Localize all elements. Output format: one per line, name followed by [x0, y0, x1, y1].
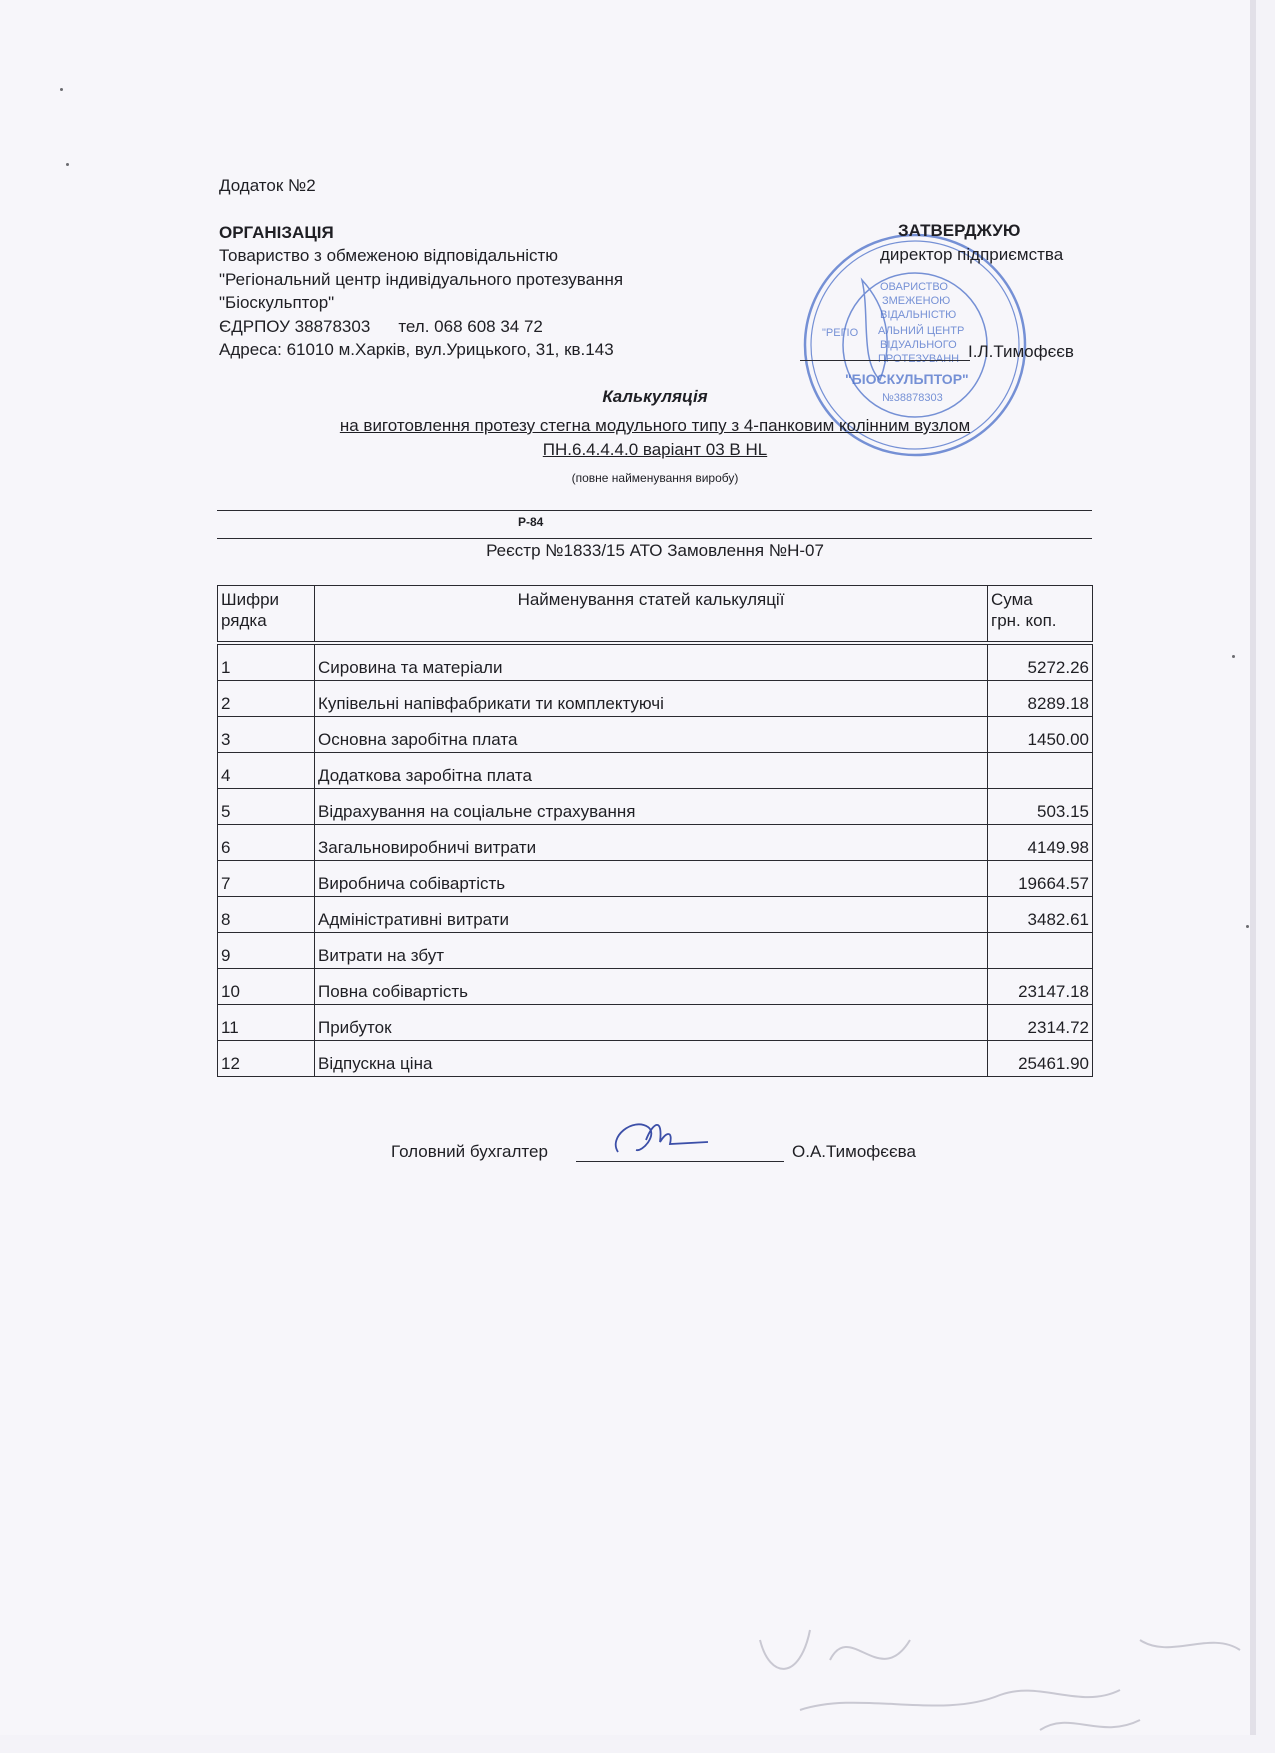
stamp-text: АЛЬНИЙ ЦЕНТР — [878, 325, 965, 337]
row-code: 3 — [218, 717, 315, 753]
row-sum: 3482.61 — [988, 897, 1093, 933]
accountant-label: Головний бухгалтер — [391, 1142, 548, 1161]
director-signature-line — [800, 360, 970, 361]
speck — [1232, 655, 1235, 658]
row-sum: 8289.18 — [988, 681, 1093, 717]
calculation-subtitle-text: на виготовлення протезу стегна модульного типу з 4-панковим колінним вузлом — [339, 416, 971, 435]
row-sum: 503.15 — [988, 789, 1093, 825]
row-code: 6 — [218, 825, 315, 861]
row-sum — [988, 753, 1093, 789]
divider-line — [217, 538, 1092, 539]
organization-line: "Біоскульптор" — [219, 293, 335, 312]
register-line: Реєстр №1833/15 АТО Замовлення №Н-07 — [486, 541, 824, 560]
appendix-label: Додаток №2 — [219, 176, 316, 195]
table-row — [218, 1005, 1093, 1041]
row-sum: 1450.00 — [988, 717, 1093, 753]
row-sum: 25461.90 — [988, 1041, 1093, 1077]
row-name: Загальновиробничі витрати — [315, 825, 988, 861]
stamp-text: ВІДУАЛЬНОГО — [880, 339, 957, 351]
organization-ids — [219, 315, 623, 339]
stamp-text: ОВАРИСТВО — [880, 281, 948, 293]
row-sum: 19664.57 — [988, 861, 1093, 897]
row-name: Адміністративні витрати — [315, 897, 988, 933]
row-code: 11 — [218, 1005, 315, 1041]
header-name: Найменування статей калькуляції — [315, 586, 988, 644]
product-code-text: ПН.6.4.4.4.0 варіант 03 В НL — [542, 440, 768, 459]
row-name: Прибуток — [315, 1005, 988, 1041]
row-code: 8 — [218, 897, 315, 933]
table-row — [218, 789, 1093, 825]
speck — [60, 88, 63, 91]
row-sum: 4149.98 — [988, 825, 1093, 861]
director-title: директор підприємства — [880, 245, 1064, 264]
row-name: Витрати на збут — [315, 933, 988, 969]
calculation-title: Калькуляція — [602, 387, 708, 406]
speck — [66, 163, 69, 166]
speck — [1246, 925, 1249, 928]
row-code: 2 — [218, 681, 315, 717]
table-row — [218, 681, 1093, 717]
stamp-text: "РЕГІО — [822, 327, 859, 339]
row-name: Додаткова заробітна плата — [315, 753, 988, 789]
row-sum: 23147.18 — [988, 969, 1093, 1005]
stamp-text: ЗМЕЖЕНОЮ — [882, 295, 951, 307]
row-name: Повна собівартість — [315, 969, 988, 1005]
table-row — [218, 969, 1093, 1005]
row-sum — [988, 933, 1093, 969]
table-row — [218, 643, 1093, 681]
table-row — [218, 825, 1093, 861]
table-row — [218, 1041, 1093, 1077]
edrpou-code: ЄДРПОУ 38878303 — [219, 316, 371, 336]
approval-heading: ЗАТВЕРДЖУЮ — [898, 221, 1021, 240]
phone-number: тел. 068 608 34 72 — [398, 316, 543, 336]
product-caption: (повне найменування виробу) — [571, 471, 739, 485]
row-name: Основна заробітна плата — [315, 717, 988, 753]
table-header-row — [218, 586, 1093, 644]
calculation-subtitle — [0, 416, 1275, 436]
table-row — [218, 717, 1093, 753]
organization-details — [219, 244, 623, 362]
row-name: Виробнича собівартість — [315, 861, 988, 897]
table-row — [218, 753, 1093, 789]
row-code: 12 — [218, 1041, 315, 1077]
row-code: 7 — [218, 861, 315, 897]
row-sum: 2314.72 — [988, 1005, 1093, 1041]
row-name: Купівельні напівфабрикати ти комплектуючі — [315, 681, 988, 717]
accountant-name: О.А.Тимофєєва — [792, 1142, 916, 1161]
organization-line: Товариство з обмеженою відповідальністю — [219, 246, 559, 265]
table-row — [218, 861, 1093, 897]
calculation-table — [217, 585, 1093, 1077]
director-name: І.Л.Тимофєєв — [968, 342, 1074, 361]
row-code: 1 — [218, 643, 315, 681]
stamp-text: ВІДАЛЬНІСТЮ — [880, 309, 957, 321]
table-row — [218, 897, 1093, 933]
organization-line: "Регіональний центр індивідуального протезування — [219, 269, 624, 289]
row-name: Відпускна ціна — [315, 1041, 988, 1077]
row-name: Сировина та матеріали — [315, 643, 988, 681]
table-row — [218, 933, 1093, 969]
product-code — [0, 440, 1275, 460]
organization-heading: ОРГАНІЗАЦІЯ — [219, 223, 334, 242]
row-code: 10 — [218, 969, 315, 1005]
row-code: 9 — [218, 933, 315, 969]
header-code: Шифри рядка — [218, 586, 315, 644]
organization-address: Адреса: 61010 м.Харків, вул.Урицького, 31, кв.143 — [219, 340, 614, 359]
row-sum: 5272.26 — [988, 643, 1093, 681]
divider-line — [217, 510, 1092, 511]
pencil-marks — [740, 1600, 1260, 1750]
stamp-text: №38878303 — [882, 392, 943, 404]
accountant-signature — [608, 1112, 718, 1168]
row-name: Відрахування на соціальне страхування — [315, 789, 988, 825]
stamp-text: ПРОТЕЗУВАНН — [878, 353, 960, 365]
stamp-text: "БІОСКУЛЬПТОР" — [845, 371, 969, 387]
row-code: 5 — [218, 789, 315, 825]
row-code: 4 — [218, 753, 315, 789]
register-code: Р-84 — [518, 515, 544, 529]
header-sum: Сума грн. коп. — [988, 586, 1093, 644]
